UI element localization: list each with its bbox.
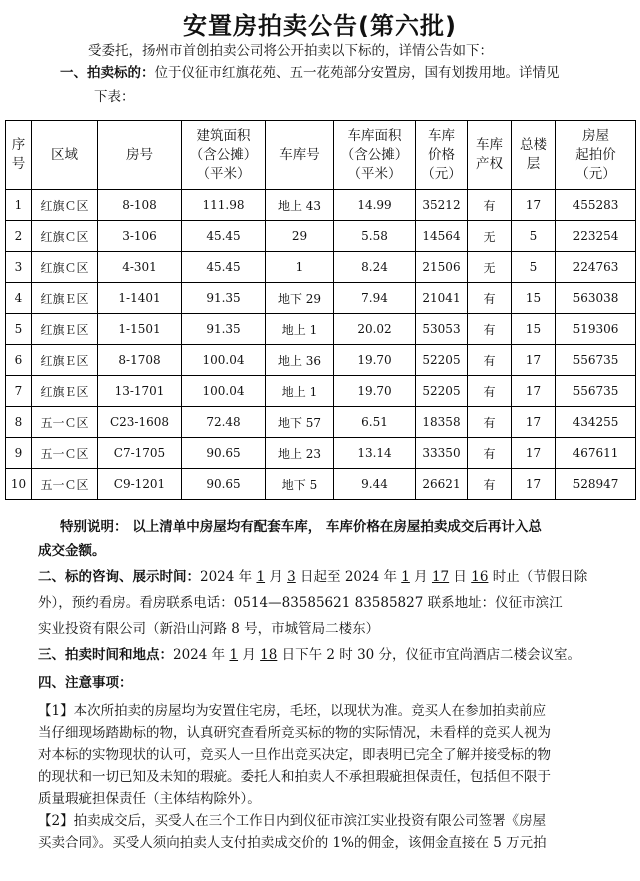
table-header-row <box>6 121 636 190</box>
section-2-text: 2024 年 <box>200 569 257 585</box>
column-header-line: 车库 <box>428 127 455 144</box>
table-cell: 35212 <box>416 190 468 221</box>
note-line: 质量瑕疵担保责任（主体结构除外）。 <box>38 791 261 807</box>
table-cell: 8.24 <box>334 252 416 283</box>
table-cell: 无 <box>468 221 512 252</box>
table-cell: 有 <box>468 314 512 345</box>
column-header <box>6 121 32 190</box>
table-cell: 5 <box>512 252 556 283</box>
column-header-line: （平米） <box>347 165 402 182</box>
table-cell: 5.58 <box>334 221 416 252</box>
table-cell: 5 <box>6 314 32 345</box>
section-2-heading: 二、标的咨询、展示时间： <box>38 569 200 585</box>
auction-day: 18 <box>260 647 278 663</box>
section-4-heading: 四、注意事项： <box>38 675 133 691</box>
table-cell: 4-301 <box>98 252 182 283</box>
table-cell: C23-1608 <box>98 407 182 438</box>
table-cell: C9-1201 <box>98 469 182 500</box>
table-cell: 有 <box>468 438 512 469</box>
table-cell: 9.44 <box>334 469 416 500</box>
section-3-text: 月 <box>238 647 261 663</box>
table-cell: 5 <box>512 221 556 252</box>
column-header-line: 房屋 <box>582 127 609 144</box>
table-cell: 红旗Ｅ区 <box>32 376 98 407</box>
table-cell: 4 <box>6 283 32 314</box>
note-line: 当仔细现场踏勘标的物，认真研究查看所竞买标的物的实际情况，未看样的竞买人视为 <box>38 725 551 741</box>
table-cell: 1 <box>6 190 32 221</box>
table-cell: 90.65 <box>182 469 266 500</box>
section-2-text: 月 <box>265 569 288 585</box>
table-cell: 29 <box>266 221 334 252</box>
section-2-text: 日起至 2024 年 <box>295 569 402 585</box>
section-3 <box>38 644 581 666</box>
table-cell: 45.45 <box>182 252 266 283</box>
table-cell: 1 <box>266 252 334 283</box>
end-day: 17 <box>431 569 450 585</box>
table-cell: 6 <box>6 345 32 376</box>
table-cell: 223254 <box>556 221 636 252</box>
column-header-line: 起拍价 <box>575 146 616 163</box>
column-header-line: 房号 <box>126 146 153 163</box>
section-2 <box>38 566 587 588</box>
special-note: 特别说明： 以上清单中房屋均有配套车库， 车库价格在房屋拍卖成交后再计入总 <box>60 519 542 535</box>
column-header-line: （元） <box>421 165 462 182</box>
table-cell: 90.65 <box>182 438 266 469</box>
table-cell: 1-1401 <box>98 283 182 314</box>
table-cell: 13-1701 <box>98 376 182 407</box>
table-cell: 有 <box>468 407 512 438</box>
note-line: 【1】本次所拍卖的房屋均为安置住宅房，毛坯，以现状为准。竞买人在参加拍卖前应 <box>38 703 547 719</box>
table-cell: 20.02 <box>334 314 416 345</box>
table-row <box>6 407 636 438</box>
table-cell: 224763 <box>556 252 636 283</box>
table-row <box>6 345 636 376</box>
table-cell: 红旗Ｅ区 <box>32 345 98 376</box>
column-header-line: 层 <box>526 156 541 172</box>
table-cell: 3 <box>6 252 32 283</box>
table-cell: 3-106 <box>98 221 182 252</box>
column-header <box>98 121 182 190</box>
column-header <box>32 121 98 190</box>
table-cell: 地上 43 <box>266 190 334 221</box>
table-cell: 红旗Ｅ区 <box>32 314 98 345</box>
table-cell: 有 <box>468 345 512 376</box>
section-2-text: 时止（节假日除 <box>488 569 588 585</box>
section-2-address: 实业投资有限公司（新沿山河路 8 号，市城管局二楼东） <box>38 621 380 637</box>
table-cell: 72.48 <box>182 407 266 438</box>
section-3-heading: 三、拍卖时间和地点： <box>38 647 173 663</box>
section-2-text: 月 <box>409 569 432 585</box>
table-cell: 17 <box>512 376 556 407</box>
page-title: 安置房拍卖公告(第六批) <box>183 12 457 40</box>
table-cell: 9 <box>6 438 32 469</box>
table-cell: 有 <box>468 376 512 407</box>
start-day: 3 <box>287 569 296 585</box>
table-row <box>6 283 636 314</box>
table-cell: 8 <box>6 407 32 438</box>
table-cell: 15 <box>512 314 556 345</box>
column-header <box>182 121 266 190</box>
table-cell: 1-1501 <box>98 314 182 345</box>
column-header-line: （含公摊） <box>189 146 258 163</box>
table-cell: 7 <box>6 376 32 407</box>
table-cell: 455283 <box>556 190 636 221</box>
table-cell: 有 <box>468 469 512 500</box>
table-cell: 地上 36 <box>266 345 334 376</box>
end-month: 1 <box>401 569 410 585</box>
table-row <box>6 221 636 252</box>
column-header <box>266 121 334 190</box>
table-row <box>6 190 636 221</box>
table-cell: 14564 <box>416 221 468 252</box>
note-line: 【2】拍卖成交后，买受人在三个工作日内到仪征市滨江实业投资有限公司签署《房屋 <box>38 813 547 829</box>
table-cell: 五一Ｃ区 <box>32 407 98 438</box>
table-cell: 地下 5 <box>266 469 334 500</box>
table-cell: 556735 <box>556 345 636 376</box>
table-cell: 52205 <box>416 376 468 407</box>
table-cell: 19.70 <box>334 345 416 376</box>
table-cell: 434255 <box>556 407 636 438</box>
table-cell: 528947 <box>556 469 636 500</box>
table-cell: 17 <box>512 469 556 500</box>
section-2-contact: 外），预约看房。看房联系电话：0514—83585621 83585827 联系地址：仪征市滨江 <box>38 595 563 611</box>
table-cell: 26621 <box>416 469 468 500</box>
column-header-line: 总楼 <box>520 137 547 153</box>
table-cell: 红旗Ｃ区 <box>32 252 98 283</box>
table-cell: 14.99 <box>334 190 416 221</box>
column-header <box>334 121 416 190</box>
column-header <box>512 121 556 190</box>
table-cell: 91.35 <box>182 283 266 314</box>
table-cell: 红旗Ｅ区 <box>32 283 98 314</box>
table-row <box>6 314 636 345</box>
section-1-heading: 一、拍卖标的： <box>60 65 155 81</box>
column-header-line: 产权 <box>476 156 503 172</box>
column-header-line: 车库面积 <box>347 127 402 144</box>
column-header-line: 建筑面积 <box>196 127 251 144</box>
table-cell: 2 <box>6 221 32 252</box>
notes-block <box>38 700 551 854</box>
table-cell: 33350 <box>416 438 468 469</box>
table-cell: 52205 <box>416 345 468 376</box>
table-row <box>6 376 636 407</box>
table-cell: 91.35 <box>182 314 266 345</box>
column-header-line: （平米） <box>196 165 251 182</box>
table-cell: 13.14 <box>334 438 416 469</box>
auction-month: 1 <box>229 647 239 663</box>
special-note-cont: 成交金额。 <box>38 543 106 559</box>
section-1 <box>60 62 560 84</box>
column-header-line: 车库 <box>476 137 503 153</box>
section-1-text-cont: 下表： <box>94 89 135 105</box>
table-cell: 19.70 <box>334 376 416 407</box>
lots-table <box>5 120 636 500</box>
table-cell: 红旗Ｃ区 <box>32 190 98 221</box>
table-cell: 地下 57 <box>266 407 334 438</box>
table-cell: 17 <box>512 407 556 438</box>
table-row <box>6 469 636 500</box>
table-cell: 17 <box>512 190 556 221</box>
table-cell: 53053 <box>416 314 468 345</box>
table-cell: 111.98 <box>182 190 266 221</box>
table-cell: C7-1705 <box>98 438 182 469</box>
column-header-line: 价格 <box>428 146 455 163</box>
table-cell: 17 <box>512 438 556 469</box>
table-cell: 地上 23 <box>266 438 334 469</box>
table-cell: 五一Ｃ区 <box>32 469 98 500</box>
start-month: 1 <box>256 569 266 585</box>
table-body <box>6 190 636 500</box>
table-cell: 6.51 <box>334 407 416 438</box>
table-cell: 8-1708 <box>98 345 182 376</box>
column-header-line: （含公摊） <box>340 146 409 163</box>
column-header <box>416 121 468 190</box>
section-3-text: 2024 年 <box>173 647 230 663</box>
table-cell: 17 <box>512 345 556 376</box>
table-cell: 21506 <box>416 252 468 283</box>
table-cell: 21041 <box>416 283 468 314</box>
table-cell: 有 <box>468 283 512 314</box>
section-3-text: 日下午 2 时 30 分，仪征市宜尚酒店二楼会议室。 <box>277 647 582 663</box>
table-cell: 7.94 <box>334 283 416 314</box>
column-header-line: 车库号 <box>279 146 320 163</box>
column-header-line: （元） <box>575 165 616 182</box>
table-cell: 五一Ｃ区 <box>32 438 98 469</box>
column-header <box>468 121 512 190</box>
table-cell: 100.04 <box>182 345 266 376</box>
table-cell: 100.04 <box>182 376 266 407</box>
table-cell: 红旗Ｃ区 <box>32 221 98 252</box>
column-header-line: 号 <box>11 156 26 172</box>
table-cell: 有 <box>468 190 512 221</box>
table-cell: 45.45 <box>182 221 266 252</box>
table-cell: 467611 <box>556 438 636 469</box>
table-cell: 无 <box>468 252 512 283</box>
table-row <box>6 438 636 469</box>
table-cell: 563038 <box>556 283 636 314</box>
table-cell: 519306 <box>556 314 636 345</box>
end-hour: 16 <box>471 569 489 585</box>
column-header <box>556 121 636 190</box>
intro-text: 受委托，扬州市首创拍卖公司将公开拍卖以下标的，详情公告如下： <box>88 43 493 59</box>
note-line: 对本标的实物现状的认可，竞买人一旦作出竞买决定，即表明已完全了解并接受标的物 <box>38 747 551 763</box>
table-cell: 10 <box>6 469 32 500</box>
table-cell: 地上 1 <box>266 314 334 345</box>
note-line: 买卖合同》。买受人须向拍卖人支付拍卖成交价的 1%的佣金，该佣金直接在 5 万元拍 <box>38 835 547 851</box>
table-row <box>6 252 636 283</box>
table-cell: 18358 <box>416 407 468 438</box>
note-line: 的现状和一切已知及未知的瑕疵。委托人和拍卖人不承担瑕疵担保责任，包括但不限于 <box>38 769 551 785</box>
table-cell: 8-108 <box>98 190 182 221</box>
column-header-line: 序 <box>11 137 26 153</box>
section-2-text: 日 <box>449 569 472 585</box>
table-cell: 地下 29 <box>266 283 334 314</box>
table-cell: 15 <box>512 283 556 314</box>
table-cell: 556735 <box>556 376 636 407</box>
column-header-line: 区域 <box>51 146 78 163</box>
section-1-text: 位于仪征市红旗花苑、五一花苑部分安置房，国有划拨用地。详情见 <box>154 65 560 81</box>
table-cell: 地上 1 <box>266 376 334 407</box>
